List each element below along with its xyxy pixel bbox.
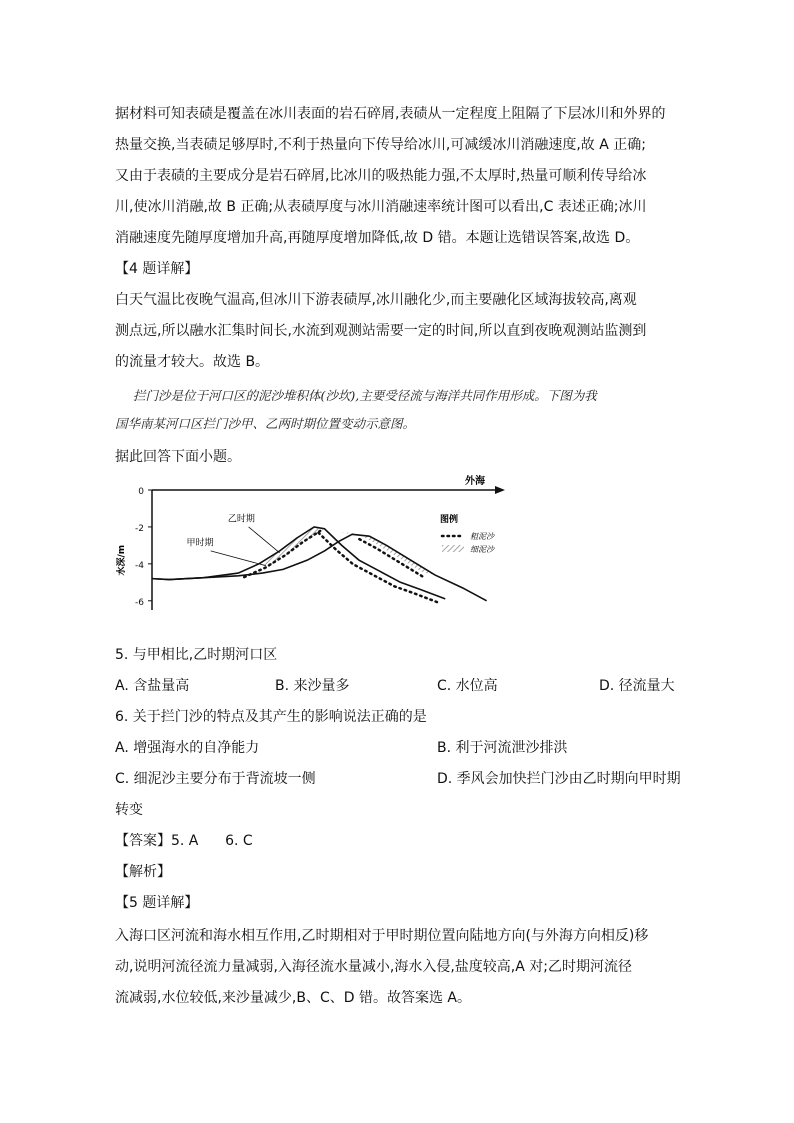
q5-line-1: 入海口区河流和海水相互作用,乙时期相对于甲时期位置向陆地方向(与外海方向相反)移 (115, 928, 649, 944)
q6-option-c[interactable]: C. 细泥沙主要分布于背流坡一侧 (115, 771, 316, 787)
fine-sand-jia (340, 532, 435, 575)
q6-option-b[interactable]: B. 利于河流泄沙排洪 (437, 740, 568, 756)
intro-line-5: 消融速度先随厚度增加升高,再随厚度增加降低,故 D 错。本题让选错误答案,故选 D。 (115, 230, 640, 246)
q5-option-d[interactable]: D. 径流量大 (599, 678, 675, 694)
legend-label-fine: 细泥沙 (470, 545, 494, 554)
legend-label-coarse: 粗泥沙 (470, 532, 494, 541)
answer-label: 【答案】 (115, 833, 171, 849)
legend-swatch-fine (442, 545, 464, 552)
y-axis-label: 水深/m (117, 544, 127, 576)
answer-row (115, 831, 685, 851)
q5-option-a[interactable]: A. 含盐量高 (115, 678, 190, 694)
annotation-yi: 乙时期 (227, 514, 255, 525)
q4-heading: 【4 题详解】 (115, 261, 199, 277)
material-line-2: 国华南某河口区拦门沙甲、乙两时期位置变动示意图。 (115, 416, 416, 431)
coarse-sand-jia-sea (359, 539, 425, 578)
prompt: 据此回答下面小题。 (115, 449, 241, 465)
q5-option-c[interactable]: C. 水位高 (437, 678, 498, 694)
q6-option-a[interactable]: A. 增强海水的自净能力 (115, 740, 260, 756)
intro-line-2: 热量交换,当表碛足够厚时,不利于热量向下传导给冰川,可减缓冰川消融速度,故 A 正确; (115, 137, 646, 153)
y-tick-label: 0 (138, 487, 144, 497)
q5-line-2: 动,说明河流径流力量减弱,入海径流水量减小,海水入侵,盐度较高,A 对;乙时期河流径 (115, 959, 632, 975)
fine-sand-yi (259, 527, 324, 566)
q5-heading: 【5 题详解】 (115, 895, 199, 911)
q6-option-d[interactable]: D. 季风会加快拦门沙由乙时期向甲时期 (437, 771, 681, 787)
leader-yi (249, 527, 280, 553)
intro-line-4: 川,使冰川消融,故 B 正确;从表碛厚度与冰川消融速率统计图可以看出,C 表述正确;冰川 (115, 199, 647, 215)
q5-line-3: 流减弱,水位较低,来沙量减少,B、C、D 错。故答案选 A。 (115, 990, 471, 1006)
annotation-jia: 甲时期 (186, 538, 214, 549)
y-tick-label: -4 (135, 560, 144, 571)
answer-values: 5. A 6. C (171, 833, 253, 849)
direction-label: 外海 (465, 476, 485, 487)
analysis-label: 【解析】 (115, 864, 171, 880)
y-tick-label: -6 (135, 597, 144, 608)
q4-line-1: 白天气温比夜晚气温高,但冰川下游表碛厚,冰川融化少,而主要融化区域海拔较高,离观 (115, 292, 637, 308)
q4-line-3: 的流量才较大。故选 B。 (115, 354, 270, 370)
y-tick-label: -2 (135, 523, 144, 534)
x-axis-arrow (495, 486, 505, 494)
material-line-1: 拦门沙是位于河口区的泥沙堆积体(沙坎),主要受径流与海洋共同作用形成。下图为我 (133, 388, 597, 403)
q4-line-2: 测点远,所以融水汇集时间长,水流到观测站需要一定的时间,所以直到夜晚观测站监测到 (115, 323, 647, 339)
leader-jia (211, 551, 266, 566)
sandbar-chart (112, 474, 532, 614)
q5-stem: 5. 与甲相比,乙时期河口区 (115, 647, 278, 663)
q6-stem: 6. 关于拦门沙的特点及其产生的影响说法正确的是 (115, 709, 427, 725)
legend-title: 图例 (440, 515, 459, 525)
intro-line-3: 又由于表碛的主要成分是岩石碎屑,比冰川的吸热能力强,不太厚时,热量可顺利传导给冰 (115, 168, 647, 184)
q6-option-d-continuation: 转变 (115, 802, 143, 818)
intro-line-1: 据材料可知表碛是覆盖在冰川表面的岩石碎屑,表碛从一定程度上阻隔了下层冰川和外界的 (115, 106, 666, 122)
q5-option-b[interactable]: B. 来沙量多 (275, 678, 350, 694)
